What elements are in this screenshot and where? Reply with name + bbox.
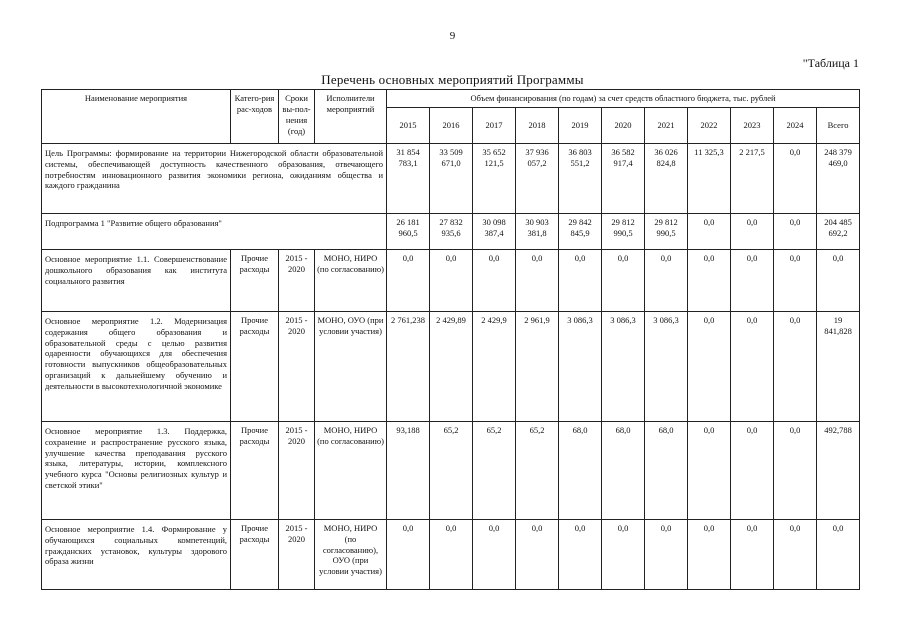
funding-value: 0,0 [473,519,516,589]
funding-value: 30 098 387,4 [473,213,516,249]
header-year: 2017 [473,107,516,143]
header-year: 2015 [387,107,430,143]
funding-value: 2 761,238 [387,311,430,421]
header-year: 2018 [516,107,559,143]
total-value: 19 841,828 [817,311,860,421]
measure-name: Цель Программы: формирование на территории Нижегородской области образовательной системы, обеспечивающей доступность качественного образования, отвечающего потребностям инновационного развития экономики региона, ожиданиям общества и каждого гражданина [42,143,387,213]
funding-value: 68,0 [559,421,602,519]
header-row [42,90,860,108]
funding-value: 0,0 [430,249,473,311]
table-label: "Таблица 1 [802,56,859,70]
funding-value: 0,0 [387,249,430,311]
funding-value: 26 181 960,5 [387,213,430,249]
header-year: 2019 [559,107,602,143]
deadline: 2015 - 2020 [279,519,315,589]
total-value: 0,0 [817,249,860,311]
funding-value: 65,2 [430,421,473,519]
funding-value: 0,0 [688,421,731,519]
header-year: 2016 [430,107,473,143]
funding-value: 0,0 [516,249,559,311]
funding-value: 0,0 [559,249,602,311]
executor: МОНО, НИРО (по согласованию), ОУО (при условии участия) [315,519,387,589]
funding-value: 0,0 [559,519,602,589]
header-year: 2020 [602,107,645,143]
header-total: Всего [817,107,860,143]
funding-value: 0,0 [602,519,645,589]
table-row [42,249,860,311]
deadline: 2015 - 2020 [279,249,315,311]
funding-value: 0,0 [731,249,774,311]
deadline: 2015 - 2020 [279,421,315,519]
header-year: 2022 [688,107,731,143]
funding-value: 30 903 381,8 [516,213,559,249]
total-value: 248 379 469,0 [817,143,860,213]
funding-value: 0,0 [731,311,774,421]
measure-name: Основное мероприятие 1.4. Формирование у обучающихся социальных компетенций, гражданских установок, культуры здорового образа жизни [42,519,231,589]
funding-value: 36 582 917,4 [602,143,645,213]
header-deadline: Сроки вы-пол-нения (год) [279,90,315,144]
funding-value: 0,0 [774,213,817,249]
funding-value: 37 936 057,2 [516,143,559,213]
measure-name: Основное мероприятие 1.3. Поддержка, сохранение и распространение русского языка, улучшение качества преподавания русского языка, литературы, истории, комплексного учебного курса "Основы религиозных культур и светской этики" [42,421,231,519]
table-row [42,519,860,589]
funding-value: 0,0 [731,421,774,519]
header-year: 2023 [731,107,774,143]
expense-category: Прочие расходы [231,519,279,589]
funding-value: 68,0 [645,421,688,519]
funding-value: 2 429,89 [430,311,473,421]
table-row [42,143,860,213]
funding-value: 3 086,3 [602,311,645,421]
deadline: 2015 - 2020 [279,311,315,421]
funding-value: 36 803 551,2 [559,143,602,213]
funding-value: 2 217,5 [731,143,774,213]
funding-value: 33 509 671,0 [430,143,473,213]
funding-value: 0,0 [387,519,430,589]
funding-value: 0,0 [774,311,817,421]
executor: МОНО, НИРО (по согласованию) [315,249,387,311]
measure-name: Основное мероприятие 1.2. Модернизация содержания общего образования и образовательной среды с целью развития одаренности обучающихся для обеспечения готовности выпускников общеобразовательных организаций к дальнейшему обучению и деятельности в высокотехнологичной экономике [42,311,231,421]
expense-category: Прочие расходы [231,249,279,311]
funding-value: 29 812 990,5 [645,213,688,249]
funding-value: 0,0 [516,519,559,589]
measure-name: Основное мероприятие 1.1. Совершенствование дошкольного образования как института социального развития [42,249,231,311]
funding-value: 27 832 935,6 [430,213,473,249]
funding-value: 0,0 [774,421,817,519]
funding-value: 11 325,3 [688,143,731,213]
funding-value: 3 086,3 [645,311,688,421]
funding-value: 29 842 845,9 [559,213,602,249]
funding-value: 3 086,3 [559,311,602,421]
funding-value: 35 652 121,5 [473,143,516,213]
total-value: 0,0 [817,519,860,589]
funding-value: 68,0 [602,421,645,519]
measures-table [41,89,860,590]
funding-value: 0,0 [731,519,774,589]
expense-category: Прочие расходы [231,311,279,421]
executor: МОНО, НИРО (по согласованию) [315,421,387,519]
funding-value: 0,0 [774,249,817,311]
funding-value: 0,0 [688,311,731,421]
header-year: 2021 [645,107,688,143]
funding-value: 0,0 [774,519,817,589]
table-row [42,311,860,421]
funding-value: 31 854 783,1 [387,143,430,213]
total-value: 204 485 692,2 [817,213,860,249]
measure-name: Подпрограмма 1 "Развитие общего образования" [42,213,387,249]
funding-value: 36 026 824,8 [645,143,688,213]
table-row [42,421,860,519]
funding-value: 2 961,9 [516,311,559,421]
funding-value: 0,0 [688,249,731,311]
funding-value: 93,188 [387,421,430,519]
funding-value: 0,0 [645,519,688,589]
funding-value: 29 812 990,5 [602,213,645,249]
header-executors: Исполнители мероприятий [315,90,387,144]
funding-value: 0,0 [602,249,645,311]
expense-category: Прочие расходы [231,421,279,519]
funding-value: 0,0 [430,519,473,589]
total-value: 492,788 [817,421,860,519]
header-year: 2024 [774,107,817,143]
funding-value: 0,0 [731,213,774,249]
funding-value: 0,0 [645,249,688,311]
funding-value: 0,0 [774,143,817,213]
page-number: 9 [449,30,456,42]
funding-value: 0,0 [688,213,731,249]
funding-value: 0,0 [473,249,516,311]
header-category: Катего-рия рас-ходов [231,90,279,144]
funding-value: 2 429,9 [473,311,516,421]
funding-value: 65,2 [516,421,559,519]
executor: МОНО, ОУО (при условии участия) [315,311,387,421]
table-row [42,213,860,249]
funding-value: 0,0 [688,519,731,589]
header-funding: Объем финансирования (по годам) за счет средств областного бюджета, тыс. рублей [387,90,860,108]
table-title: Перечень основных мероприятий Программы [321,72,584,87]
header-name: Наименование мероприятия [42,90,231,144]
funding-value: 65,2 [473,421,516,519]
